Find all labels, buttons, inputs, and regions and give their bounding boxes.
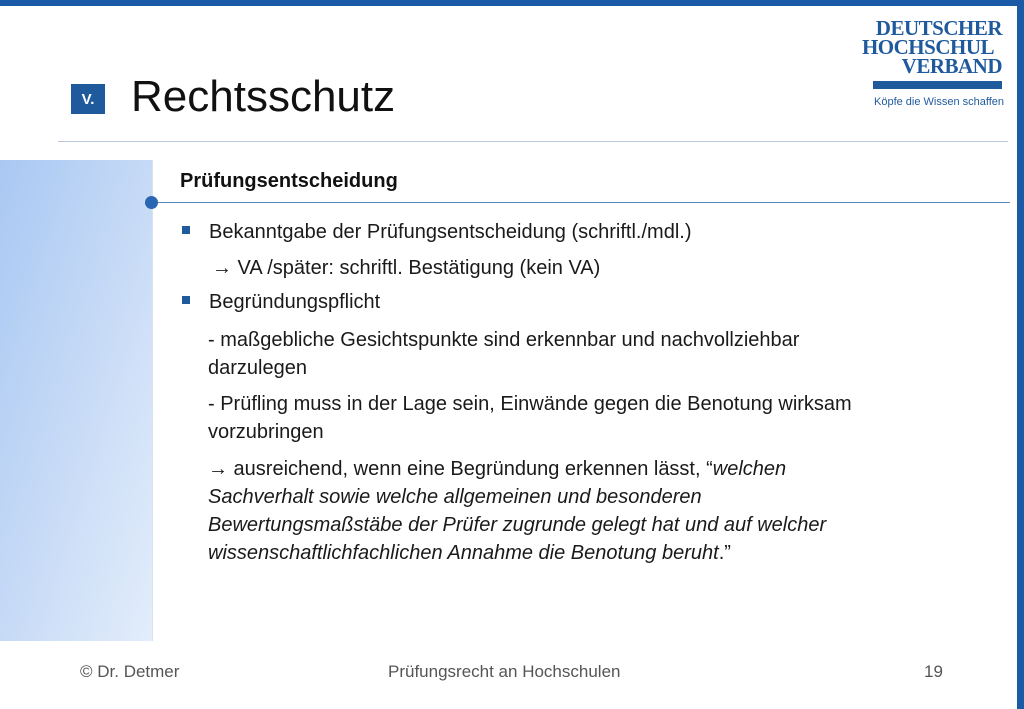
logo-bar <box>873 81 1002 89</box>
point-text: vorzubringen <box>208 421 324 443</box>
subtitle-dot <box>145 196 158 209</box>
header-divider <box>58 141 1008 142</box>
organization-logo <box>861 16 1008 116</box>
page-title: Rechtsschutz <box>131 72 396 121</box>
point-text: darzulegen <box>208 357 307 379</box>
bullet-text: Bekanntgabe der Prüfungsentscheidung (schriftl./mdl.) <box>209 221 692 243</box>
quote-italic: welchen <box>712 458 787 480</box>
logo-line-2: HOCHSCHUL <box>861 35 994 59</box>
quote-prefix: → ausreichend, wenn eine Begründung erkennen lässt, “ <box>208 458 713 480</box>
top-accent-bar <box>0 0 1024 6</box>
footer-topic: Prüfungsrecht an Hochschulen <box>388 662 621 681</box>
bullet-text: Begründungspflicht <box>209 291 381 313</box>
section-badge: V. <box>71 84 105 114</box>
logo-tagline: Köpfe die Wissen schaffen <box>874 96 1005 108</box>
quote-line: Sachverhalt sowie welche allgemeinen und besonderen <box>208 486 702 508</box>
quote-line <box>208 539 731 567</box>
footer-author: © Dr. Detmer <box>80 662 180 681</box>
square-bullet-icon <box>182 296 190 304</box>
point-text: - Prüfling muss in der Lage sein, Einwände gegen die Benotung wirksam <box>208 393 852 415</box>
logo-line-3: VERBAND <box>901 54 1002 78</box>
slide-subtitle: Prüfungsentscheidung <box>180 170 398 192</box>
subtitle-divider <box>152 202 1010 203</box>
footer-page-number: 19 <box>924 662 943 681</box>
quote-line <box>208 455 786 483</box>
right-accent-bar <box>1017 0 1024 709</box>
bullet-subtext: → VA /später: schriftl. Bestätigung (kein VA) <box>212 257 601 279</box>
logo-line-1: DEUTSCHER <box>875 16 1002 40</box>
quote-italic: wissenschaftlichfachlichen Annahme die Benotung beruht <box>208 542 719 564</box>
quote-line: Bewertungsmaßstäbe der Prüfer zugrunde gelegt hat und auf welcher <box>208 514 827 536</box>
square-bullet-icon <box>182 226 190 234</box>
side-gradient-panel <box>0 160 153 641</box>
point-text: - maßgebliche Gesichtspunkte sind erkennbar und nachvollziehbar <box>208 329 800 351</box>
quote-suffix: .” <box>718 542 731 564</box>
